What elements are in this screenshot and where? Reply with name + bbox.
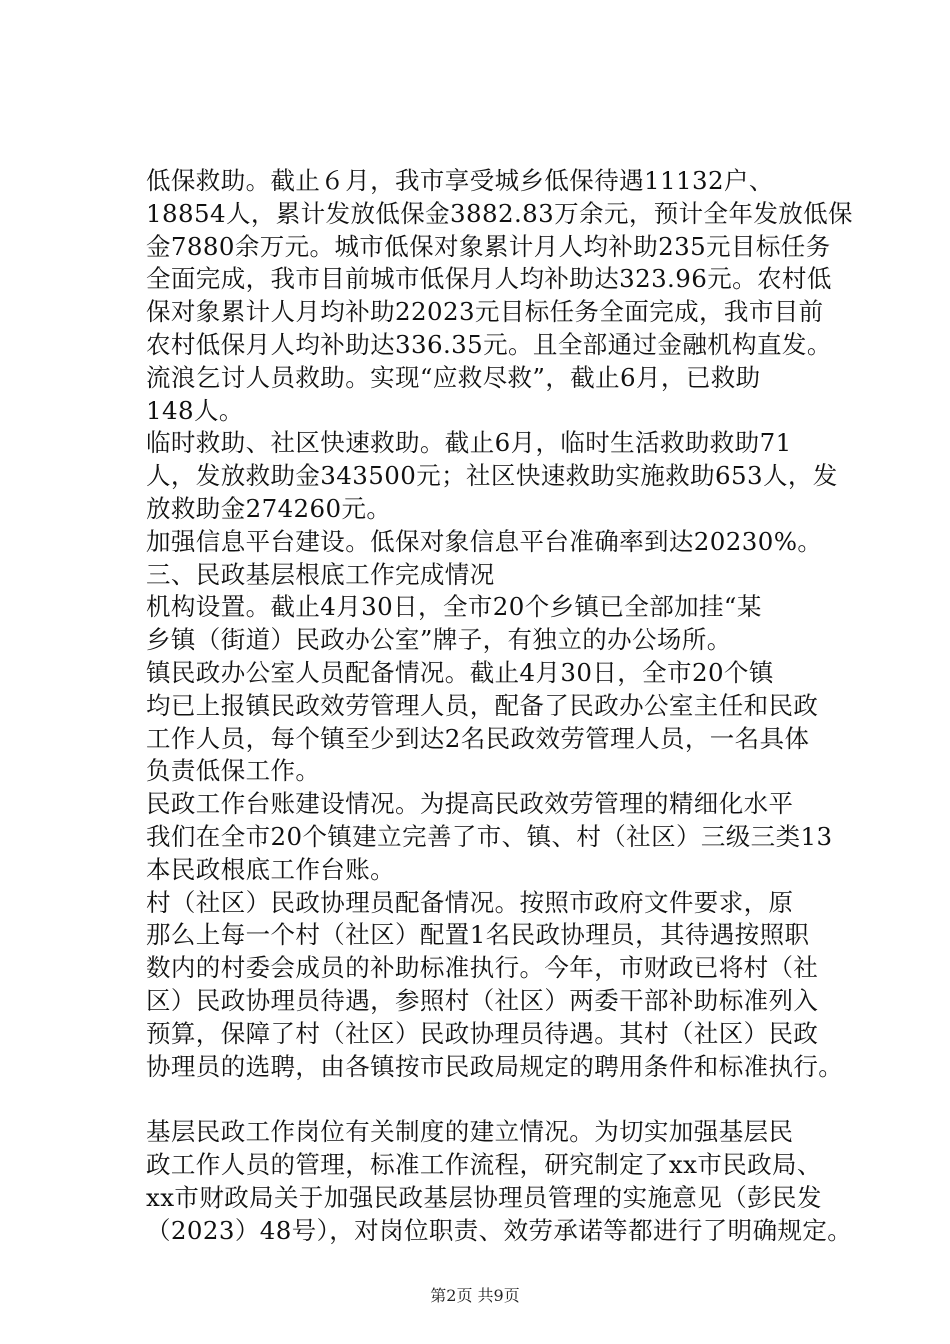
text-line: 本民政根底工作台账。 xyxy=(146,854,395,884)
paragraph-gap xyxy=(146,1083,860,1116)
text-line: （2023）48号），对岗位职责、效劳承诺等都进行了明确规定。 xyxy=(146,1215,853,1245)
text-line: 工作人员，每个镇至少到达2名民政效劳管理人员，一名具体 xyxy=(146,723,810,753)
text-line: 农村低保月人均补助达336.35元。且全部通过金融机构直发。 xyxy=(146,329,832,359)
text-line: 148人。 xyxy=(146,395,244,425)
text-line: 我们在全市20个镇建立完善了市、镇、村（社区）三级三类13 xyxy=(146,821,833,851)
text-line: xx市财政局关于加强民政基层协理员管理的实施意见（彭民发 xyxy=(146,1182,822,1212)
text-line: 机构设置。截止4月30日，全市20个乡镇已全部加挂“某 xyxy=(146,592,762,622)
text-line: 低保救助。截止６月，我市享受城乡低保待遇11132户、 xyxy=(146,166,774,195)
text-line: 镇民政办公室人员配备情况。截止4月30日，全市20个镇 xyxy=(146,657,774,687)
text-line: 保对象累计人月均补助22023元目标任务全面完成，我市目前 xyxy=(146,297,824,327)
text-line: 乡镇（街道）民政办公室”牌子，有独立的办公场所。 xyxy=(146,625,732,655)
text-line: 全面完成，我市目前城市低保月人均补助达323.96元。农村低 xyxy=(146,264,832,294)
text-line: 预算，保障了村（社区）民政协理员待遇。其村（社区）民政 xyxy=(146,1018,819,1048)
text-line: 均已上报镇民政效劳管理人员，配备了民政办公室主任和民政 xyxy=(146,690,819,720)
text-line: 村（社区）民政协理员配备情况。按照市政府文件要求，原 xyxy=(146,887,794,917)
document-body xyxy=(146,165,860,1247)
text-line: 区）民政协理员待遇，参照村（社区）两委干部补助标准列入 xyxy=(146,985,819,1015)
text-line: 数内的村委会成员的补助标准执行。今年，市财政已将村（社 xyxy=(146,953,819,983)
text-line: 临时救助、社区快速救助。截止6月，临时生活救助救助71 xyxy=(146,428,792,458)
text-line: 协理员的选聘，由各镇按市民政局规定的聘用条件和标准执行。 xyxy=(146,1051,844,1081)
text-line: 加强信息平台建设。低保对象信息平台准确率到达20230%。 xyxy=(146,526,823,556)
page-footer: 第2页 共9页 xyxy=(430,1286,520,1305)
text-line: 18854人，累计发放低保金3882.83万余元，预计全年发放低保 xyxy=(146,198,853,228)
text-line: 负责低保工作。 xyxy=(146,756,321,786)
section-heading: 三、民政基层根底工作完成情况 xyxy=(146,559,495,589)
text-line: 流浪乞讨人员救助。实现“应救尽救”，截止6月，已救助 xyxy=(146,362,761,392)
text-line: 基层民政工作岗位有关制度的建立情况。为切实加强基层民 xyxy=(146,1117,794,1147)
text-line: 民政工作台账建设情况。为提高民政效劳管理的精细化水平 xyxy=(146,789,794,819)
text-line: 放救助金274260元。 xyxy=(146,493,392,523)
text-line: 金7880余万元。城市低保对象累计月人均补助235元目标任务 xyxy=(146,231,831,261)
text-line: 那么上每一个村（社区）配置1名民政协理员，其待遇按照职 xyxy=(146,920,810,950)
text-line: 政工作人员的管理，标准工作流程，研究制定了xx市民政局、 xyxy=(146,1149,822,1179)
text-line: 人，发放救助金343500元；社区快速救助实施救助653人，发 xyxy=(146,461,838,491)
